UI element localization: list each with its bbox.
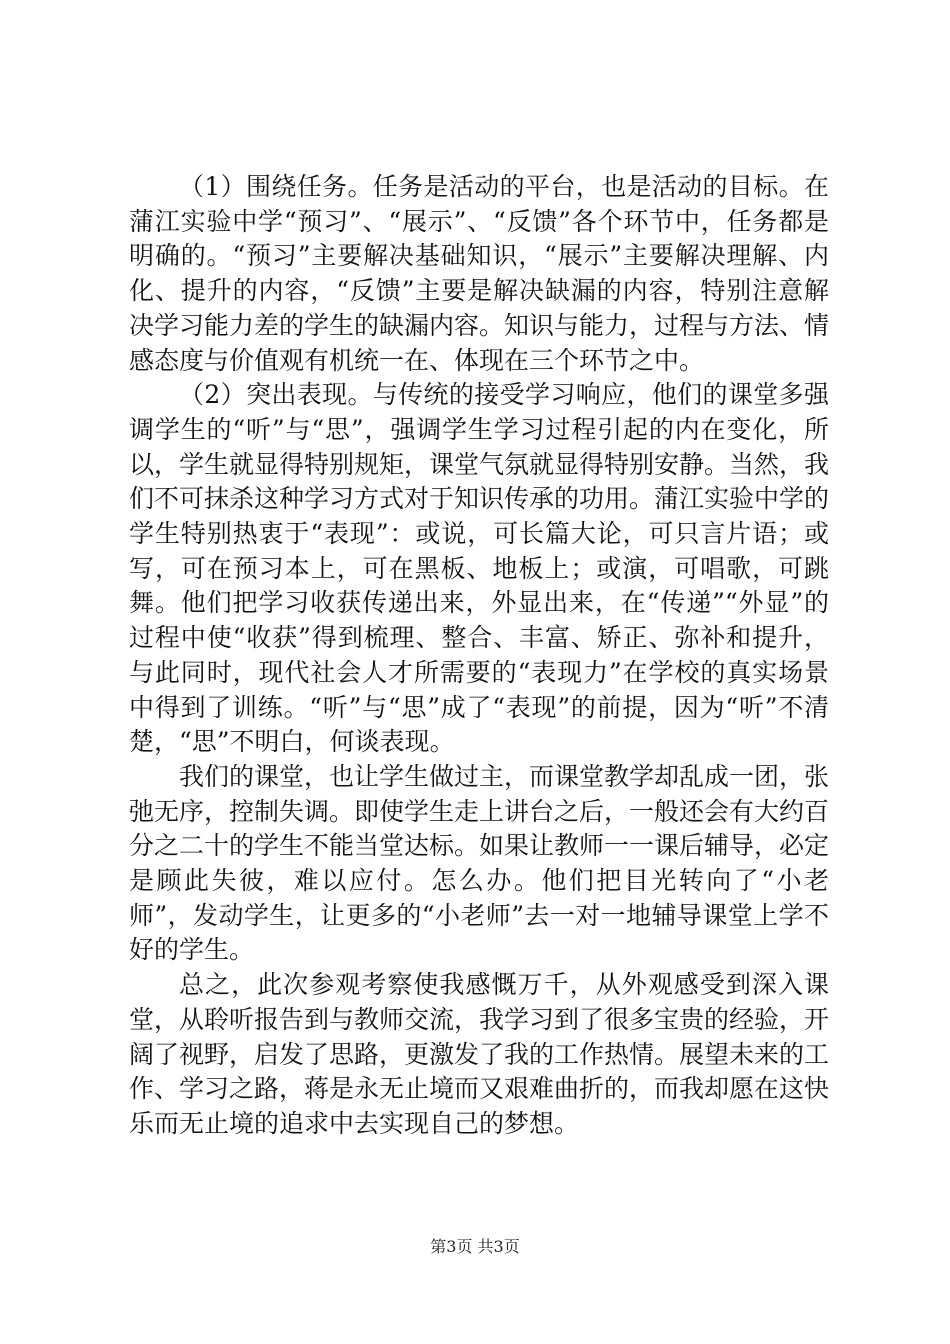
paragraph-performance: （2）突出表现。与传统的接受学习响应，他们的课堂多强调学生的“听”与“思”，强调学生学习过程引起的内在变化，所以，学生就显得特别规矩，课堂气氛就显得特别安静。当然，我们不可抹杀这种学习方式对于知识传承的功用。蒲江实验中学的学生特别热衷于“表现”：或说，可长篇大论，可只言片语；或写，可在预习本上，可在黑板、地板上；或演，可唱歌，可跳舞。他们把学习收获传递出来，外显出来，在“传递”“外显”的过程中使“收获”得到梳理、整合、丰富、矫正、弥补和提升，与此同时，现代社会人才所需要的“表现力”在学校的真实场景中得到了训练。“听”与“思”成了“表现”的前提，因为“听”不清楚，“思”不明白，何谈表现。 <box>129 380 830 757</box>
paragraph-our-classroom: 我们的课堂，也让学生做过主，而课堂教学却乱成一团，张弛无序，控制失调。即使学生走上讲台之后，一般还会有大约百分之二十的学生不能当堂达标。如果让教师一一课后辅导，必定是顾此失彼，难以应付。怎么办。他们把目光转向了“小老师”，发动学生，让更多的“小老师”去一对一地辅导课堂上学不好的学生。 <box>129 761 830 965</box>
page-footer: 第3页 共3页 <box>430 1237 520 1256</box>
document-body <box>129 170 829 1142</box>
paragraph-conclusion: 总之，此次参观考察使我感慨万千，从外观感受到深入课堂，从聆听报告到与教师交流，我学习到了很多宝贵的经验，开阔了视野，启发了思路，更激发了我的工作热情。展望未来的工作、学习之路，蒋是永无止境而又艰难曲折的，而我却愿在这快乐而无止境的追求中去实现自己的梦想。 <box>129 970 830 1138</box>
paragraph-task: （1）围绕任务。任务是活动的平台，也是活动的目标。在蒲江实验中学“预习”、“展示”、“反馈”各个环节中，任务都是明确的。“预习”主要解决基础知识，“展示”主要解决理解、内化、提升的内容，“反馈”主要是解决缺漏的内容，特别注意解决学习能力差的学生的缺漏内容。知识与能力，过程与方法、情感态度与价值观有机统一在、体现在三个环节之中。 <box>129 172 830 375</box>
